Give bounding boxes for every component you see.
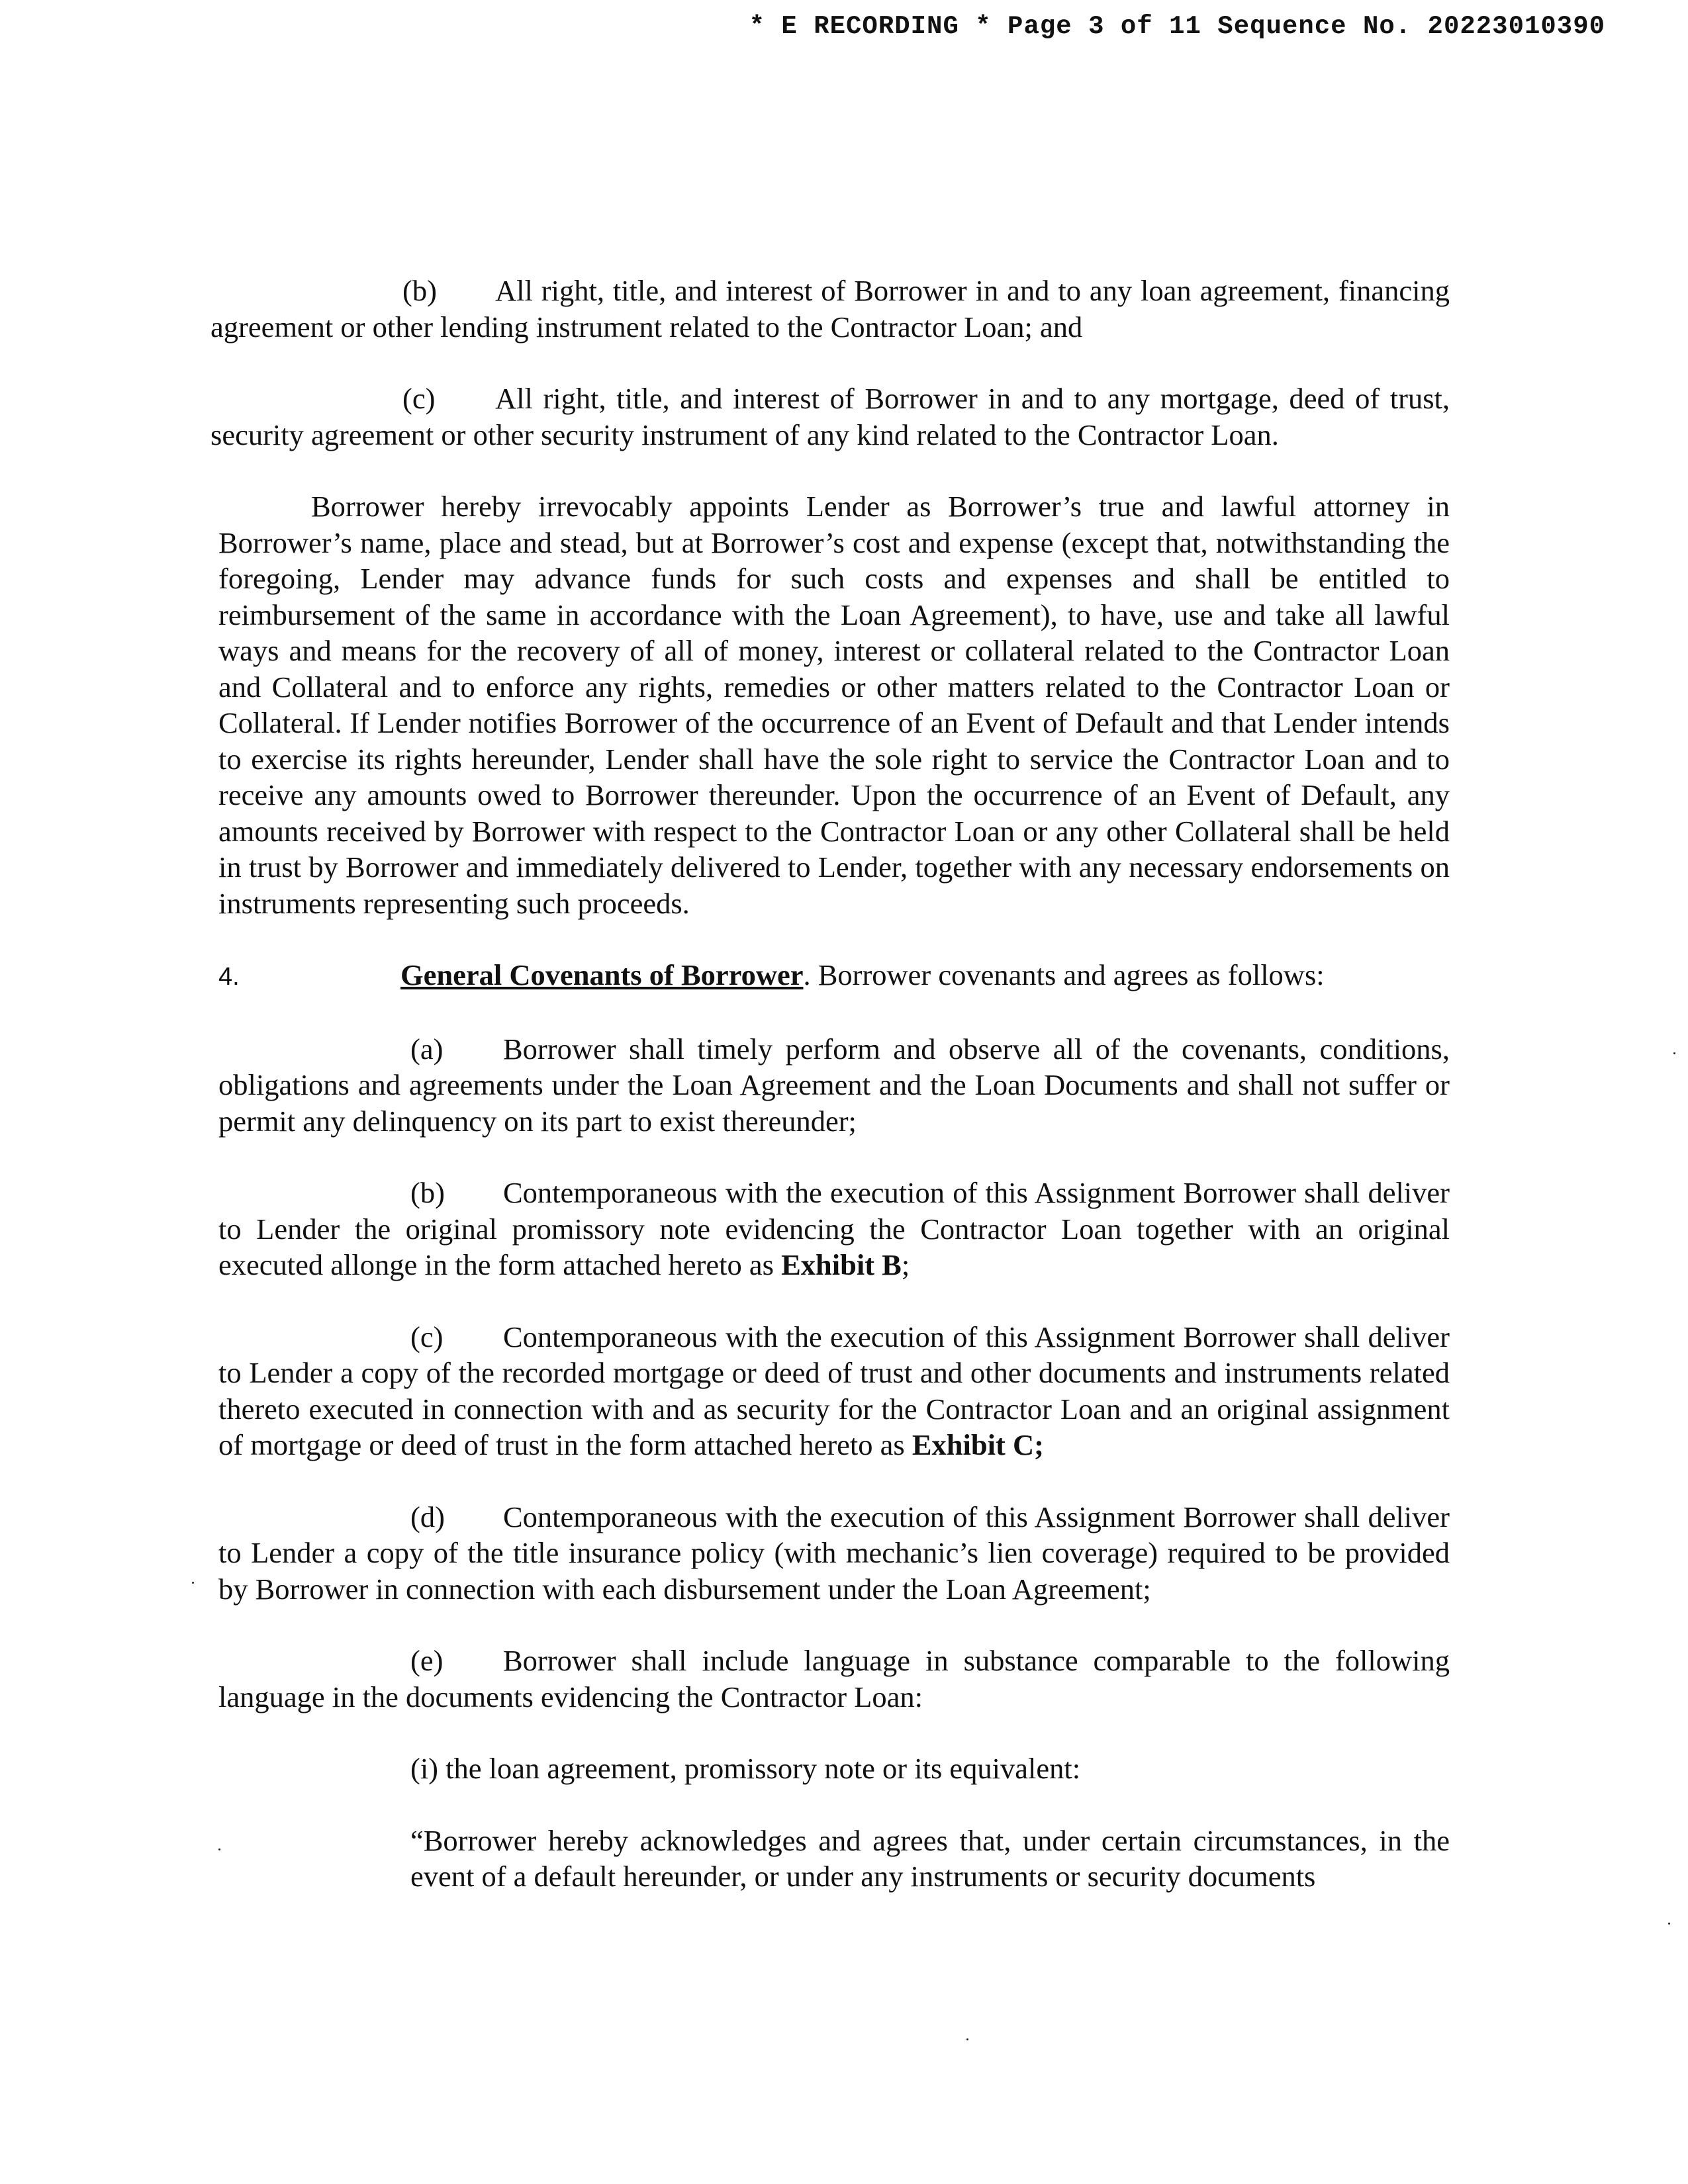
covenant-c [218, 1319, 1450, 1463]
section-4-heading-line [144, 957, 1450, 995]
covenant-d [218, 1499, 1450, 1608]
scan-speck [1668, 1923, 1670, 1925]
section-4-heading: General Covenants of Borrower [400, 958, 804, 991]
covenant-a [218, 1031, 1450, 1140]
paragraph-c-label: (c) [402, 382, 436, 415]
exhibit-b-reference: Exhibit B [781, 1248, 902, 1281]
covenant-b-text: Contemporaneous with the execution of this Assignment Borrower shall deliver to Lender the original promissory note evidencing the Contractor Loan together with an original executed allonge in the form attached hereto as [218, 1176, 1450, 1281]
covenant-c-text: Contemporaneous with the execution of this Assignment Borrower shall deliver to Lender a copy of the recorded mortgage or deed of trust and other documents and instruments related thereto executed in connection with and as security for the Contractor Loan and an original assignment of mortgage or deed of trust in the form attached hereto as [218, 1320, 1450, 1461]
section-4-number: 4. [218, 963, 240, 991]
covenant-a-text: Borrower shall timely perform and observe all of the covenants, conditions, obligations and agreements under the Loan Agreement and the Loan Documents and shall not suffer or permit any delinquency on its part to exist thereunder; [218, 1032, 1450, 1138]
covenant-e-text: Borrower shall include language in substance comparable to the following language in the documents evidencing the Contractor Loan: [218, 1644, 1450, 1713]
covenant-d-text: Contemporaneous with the execution of this Assignment Borrower shall deliver to Lender a copy of the title insurance policy (with mechanic’s lien coverage) required to be provided by Borrower in connection with each disbursement under the Loan Agreement; [218, 1500, 1450, 1606]
document-body [211, 273, 1450, 1895]
covenant-d-label: (d) [410, 1500, 445, 1533]
quoted-clause: “Borrower hereby acknowledges and agrees that, under certain circumstances, in the event of a default hereunder, or under any instruments or security documents [410, 1823, 1450, 1893]
scan-speck [218, 1848, 220, 1850]
covenant-e [218, 1643, 1450, 1715]
exhibit-c-reference: Exhibit C; [912, 1428, 1044, 1461]
scan-speck [1673, 1052, 1675, 1054]
sub-item-i: (i) the loan agreement, promissory note or its equivalent: [410, 1752, 1081, 1785]
paragraph-b-label: (b) [402, 274, 437, 307]
covenant-a-label: (a) [410, 1032, 444, 1066]
covenant-c-label: (c) [410, 1320, 444, 1353]
paragraph-c [211, 381, 1450, 453]
paragraph-c-text: All right, title, and interest of Borrower in and to any mortgage, deed of trust, security agreement or other security instrument of any kind related to the Contractor Loan. [211, 382, 1450, 451]
section-4-intro: . Borrower covenants and agrees as follows: [803, 958, 1325, 991]
attorney-paragraph: Borrower hereby irrevocably appoints Lender as Borrower’s true and lawful attorney in Borrower’s name, place and stead, but at Borrower’s cost and expense (except that, notwithstanding the foregoing, Lender may advance funds for such costs and expenses and shall be entitled to reimbursement of the same in accordance with the Loan Agreement), to have, use and take all lawful ways and means for the recovery of all of money, interest or collateral related to the Contractor Loan and Collateral and to enforce any rights, remedies or other matters related to the Contractor Loan or Collateral. If Lender notifies Borrower of the occurrence of an Event of Default and that Lender intends to exercise its rights hereunder, Lender shall have the sole right to service the Contractor Loan and to receive any amounts owed to Borrower thereunder. Upon the occurrence of an Event of Default, any amounts received by Borrower with respect to the Contractor Loan or any other Collateral shall be held in trust by Borrower and immediately delivered to Lender, together with any necessary endorsements on instruments representing such proceeds. [218, 490, 1450, 920]
scan-speck [966, 2038, 968, 2040]
paragraph-b-text: All right, title, and interest of Borrower in and to any loan agreement, financing agreement or other lending instrument related to the Contractor Loan; and [211, 274, 1450, 343]
scan-speck [192, 1582, 194, 1584]
covenant-b [218, 1175, 1450, 1283]
covenant-b-label: (b) [410, 1176, 445, 1209]
covenant-e-label: (e) [410, 1644, 444, 1677]
paragraph-b [211, 273, 1450, 345]
covenant-b-end: ; [901, 1248, 910, 1281]
recording-header: * E RECORDING * Page 3 of 11 Sequence No. 20223010390 [749, 12, 1605, 41]
